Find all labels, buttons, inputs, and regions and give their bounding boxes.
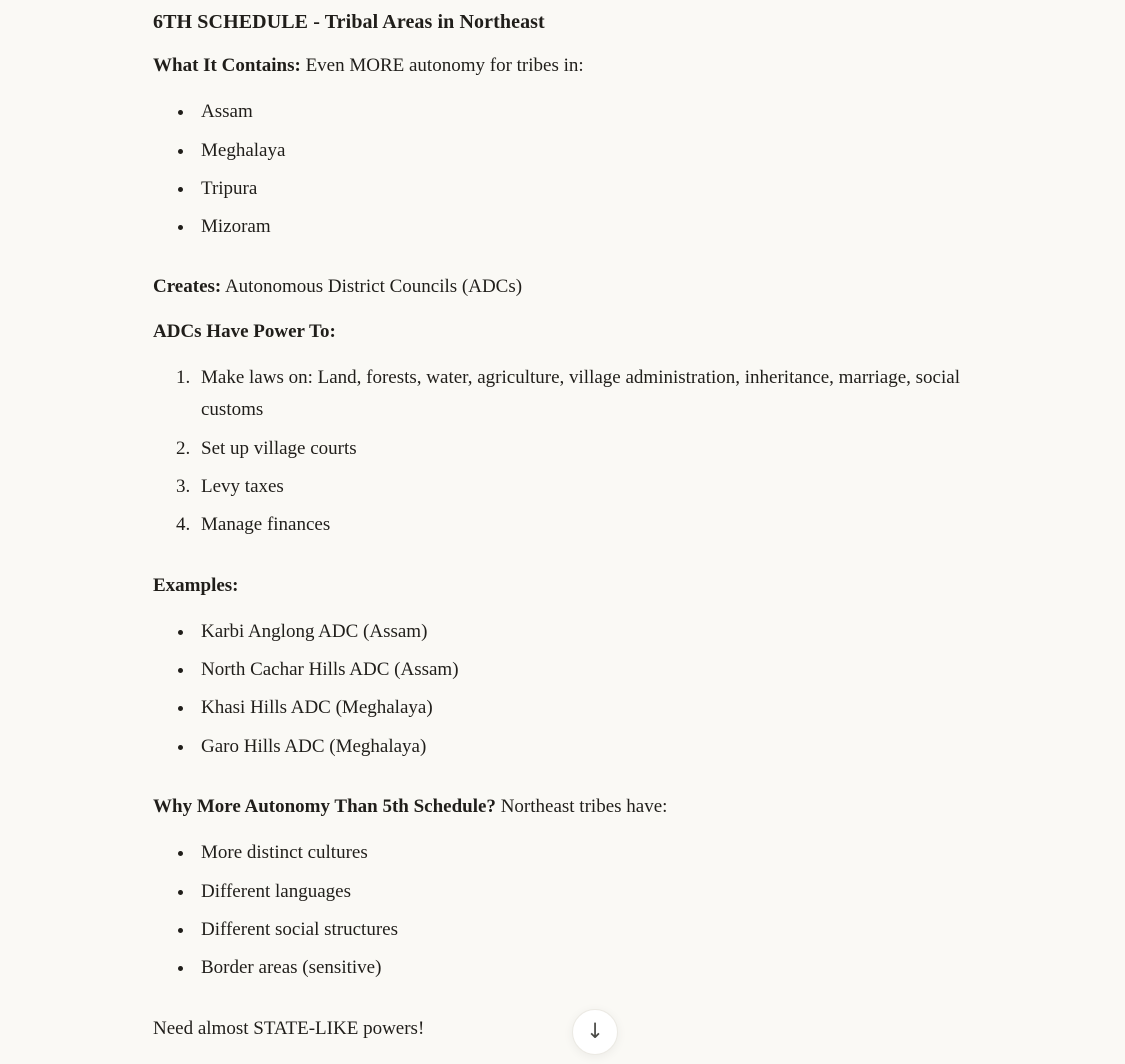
list-item: • Different social structures bbox=[195, 914, 975, 946]
list-item: • Assam bbox=[195, 96, 975, 128]
list-item: • Khasi Hills ADC (Meghalaya) bbox=[195, 692, 975, 724]
bold-label: What It Contains: bbox=[153, 55, 301, 76]
list-item: • Meghalaya bbox=[195, 135, 975, 167]
bold-label: Examples: bbox=[153, 574, 239, 596]
list-item: 3. Levy taxes bbox=[195, 471, 975, 503]
list-item: 4. Manage finances bbox=[195, 509, 975, 541]
list-item: 2. Set up village courts bbox=[195, 433, 975, 465]
list-item: • North Cachar Hills ADC (Assam) bbox=[195, 654, 975, 686]
paragraph-closing: Need almost STATE-LIKE powers! bbox=[153, 1017, 425, 1039]
bold-label: ADCs Have Power To: bbox=[153, 320, 336, 342]
reasons-list bbox=[153, 837, 975, 984]
list-item: 1. Make laws on: Land, forests, water, agriculture, village administration, inheritance, marriage, social customs bbox=[195, 362, 975, 427]
paragraph-contains bbox=[153, 50, 975, 82]
paragraph-powers-heading bbox=[153, 316, 975, 348]
list-item: • Border areas (sensitive) bbox=[195, 952, 975, 984]
list-item: • Tripura bbox=[195, 173, 975, 205]
paragraph-creates bbox=[153, 271, 975, 303]
list-item: • Karbi Anglong ADC (Assam) bbox=[195, 616, 975, 648]
paragraph-text: Northeast tribes have: bbox=[500, 796, 668, 818]
message-content bbox=[153, 8, 975, 1045]
paragraph-why bbox=[153, 791, 975, 823]
scroll-to-bottom-button[interactable] bbox=[572, 1009, 618, 1055]
list-item: • Different languages bbox=[195, 876, 975, 908]
states-list bbox=[153, 96, 975, 243]
list-item: • More distinct cultures bbox=[195, 837, 975, 869]
down-arrow-icon: ↓ bbox=[586, 1018, 604, 1043]
bold-label: Creates: bbox=[153, 276, 222, 298]
powers-list bbox=[153, 362, 975, 541]
paragraph-text: Autonomous District Councils (ADCs) bbox=[224, 276, 523, 298]
list-item: • Mizoram bbox=[195, 211, 975, 243]
bold-label: Why More Autonomy Than 5th Schedule? bbox=[153, 796, 496, 818]
section-heading: 6TH SCHEDULE - Tribal Areas in Northeast bbox=[153, 11, 545, 33]
list-item: • Garo Hills ADC (Meghalaya) bbox=[195, 731, 975, 763]
paragraph-examples-heading bbox=[153, 570, 975, 602]
paragraph-text: Even MORE autonomy for tribes in: bbox=[305, 55, 584, 76]
examples-list bbox=[153, 616, 975, 763]
